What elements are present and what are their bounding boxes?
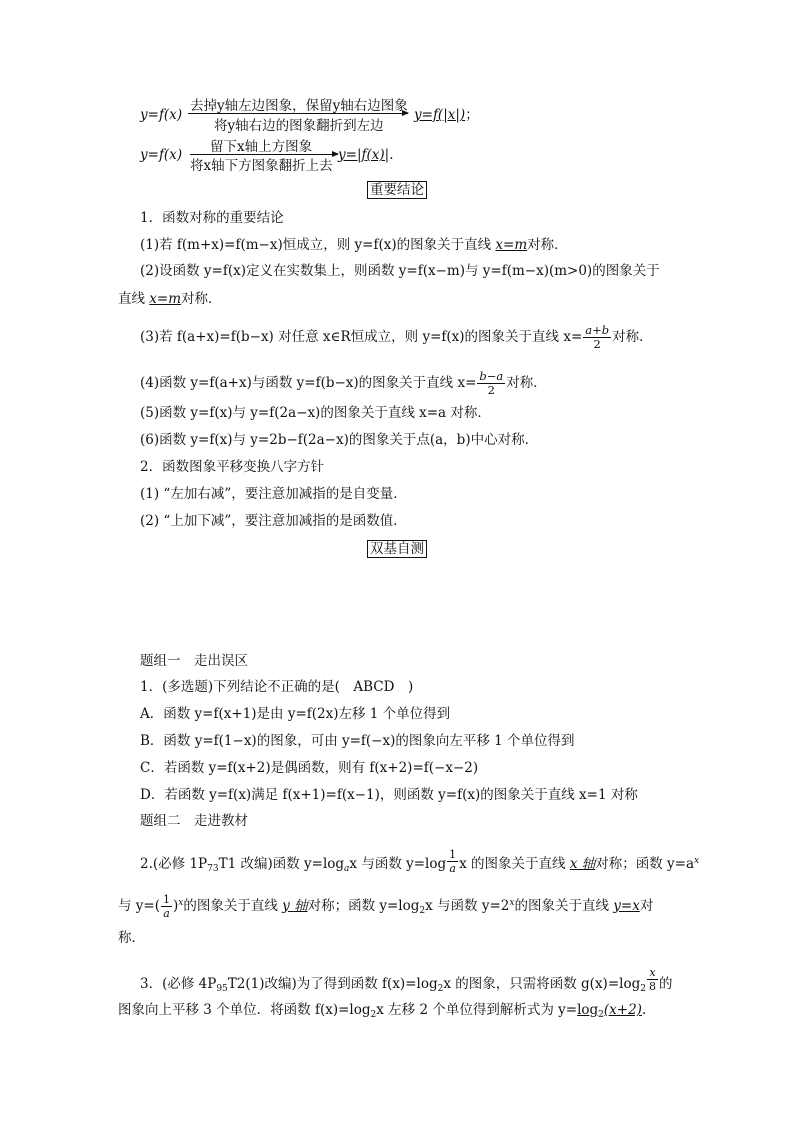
option-c: C．若函数 y=f(x+2)是偶函数，则有 f(x+2)=f(−x−2) [140, 760, 479, 776]
question-1: 1．(多选题)下列结论不正确的是( ABCD ) [140, 679, 414, 695]
fraction: $\frac{a+b}{2}$ [585, 323, 610, 351]
section-heading-practice: 双基自测 [0, 541, 794, 557]
question-2: 2.(必修 $1P_{73}T1$ 改编)函数 $y=\log_ax$ 与函数 y=log $\frac{1}{a}$ x 的图象关于直线 x 轴对称；函数 $y=a^x$ [140, 848, 700, 875]
conclusion-2-cont: 直线 x=m对称． [118, 291, 222, 307]
conclusion-4: (4)函数 y=f(a+x)与函数 y=f(b−x)的图象关于直线 x= $\frac{b-a}{2}$ 对称． [140, 369, 547, 397]
question-2-cont: 与 y=( $\frac{1}{a}$ )$^x$的图象关于直线 y 轴对称；函数 $y=\log_2x$ 与函数 $y=2^x$的图象关于直线 y=x对 [118, 893, 654, 920]
transform-under-text: 将y轴右边的图象翻折到左边 [214, 118, 384, 134]
answer-underline: $\log_2(x+2)$ [577, 1002, 642, 1020]
transform-rhs: y=f(|x|)； [414, 107, 479, 123]
group-title: 题组二 走进教材 [140, 813, 248, 829]
option-a: A．函数 y=f(x+1)是由 y=f(2x)左移 1 个单位得到 [140, 706, 451, 722]
item-title: 1．函数对称的重要结论 [140, 210, 284, 226]
conclusion-5: (5)函数 y=f(x)与 y=f(2a−x)的图象关于直线 x=a 对称． [140, 405, 491, 421]
conclusion-2: (2)设函数 y=f(x)定义在实数集上，则函数 y=f(x−m)与 y=f(m−x)(m>0)的图象关于 [140, 263, 660, 279]
section-heading-conclusions: 重要结论 [0, 182, 794, 198]
fraction: $\frac{1}{a}$ [449, 848, 457, 875]
transform-over-text: 留下x轴上方图象 [210, 139, 313, 155]
item-title: 2．函数图象平移变换八字方针 [140, 459, 325, 475]
question-2-end: 称． [118, 930, 145, 946]
conclusion-6: (6)函数 y=f(x)与 y=2b−f(2a−x)的图象关于点(a，b)中心对称． [140, 432, 539, 448]
fraction: $\frac{1}{a}$ [163, 893, 170, 920]
conclusion-3: (3)若 f(a+x)=f(b−x) 对任意 x∈R恒成立，则 y=f(x)的图象关于直线 x= $\frac{a+b}{2}$ 对称． [140, 323, 653, 351]
transform-over-text: 去掉y轴左边图象，保留y轴右边图象 [190, 98, 408, 114]
transform-lhs: y=f(x) [140, 147, 183, 163]
question-3: 3．(必修 $4P_{95}T2(1)$改编)为了得到函数 $f(x)=\log_2x$ 的图象，只需将函数 $g(x)=\log_2$ $\frac{x}{8}$ 的 [140, 966, 673, 994]
transform-lhs: y=f(x) [140, 107, 183, 123]
group-title: 题组一 走出误区 [140, 653, 248, 669]
principle-2: (2) “上加下减”，要注意加减指的是函数值． [140, 513, 407, 529]
transform-under-text: 将x轴下方图象翻折上去 [190, 158, 333, 174]
fraction: $\frac{b-a}{2}$ [479, 369, 504, 397]
conclusion-1: (1)若 f(m+x)=f(m−x)恒成立，则 y=f(x)的图象关于直线 x=m对称． [140, 237, 568, 253]
principle-1: (1) “左加右减”，要注意加减指的是自变量． [140, 486, 407, 502]
option-b: B．函数 y=f(1−x)的图象，可由 y=f(−x)的图象向左平移 1 个单位得到 [140, 733, 575, 749]
question-3-cont: 图象向上平移 3 个单位．将函数 $f(x)=\log_2x$ 左移 2 个单位得到解析式为 $y=\log_2(x+2)$. [118, 1002, 647, 1020]
option-d: D．若函数 y=f(x)满足 f(x+1)=f(x−1)，则函数 y=f(x)的图象关于直线 x=1 对称 [140, 787, 638, 803]
fraction: $\frac{x}{8}$ [648, 966, 656, 993]
transform-rhs: y=|f(x)|. [338, 147, 394, 163]
